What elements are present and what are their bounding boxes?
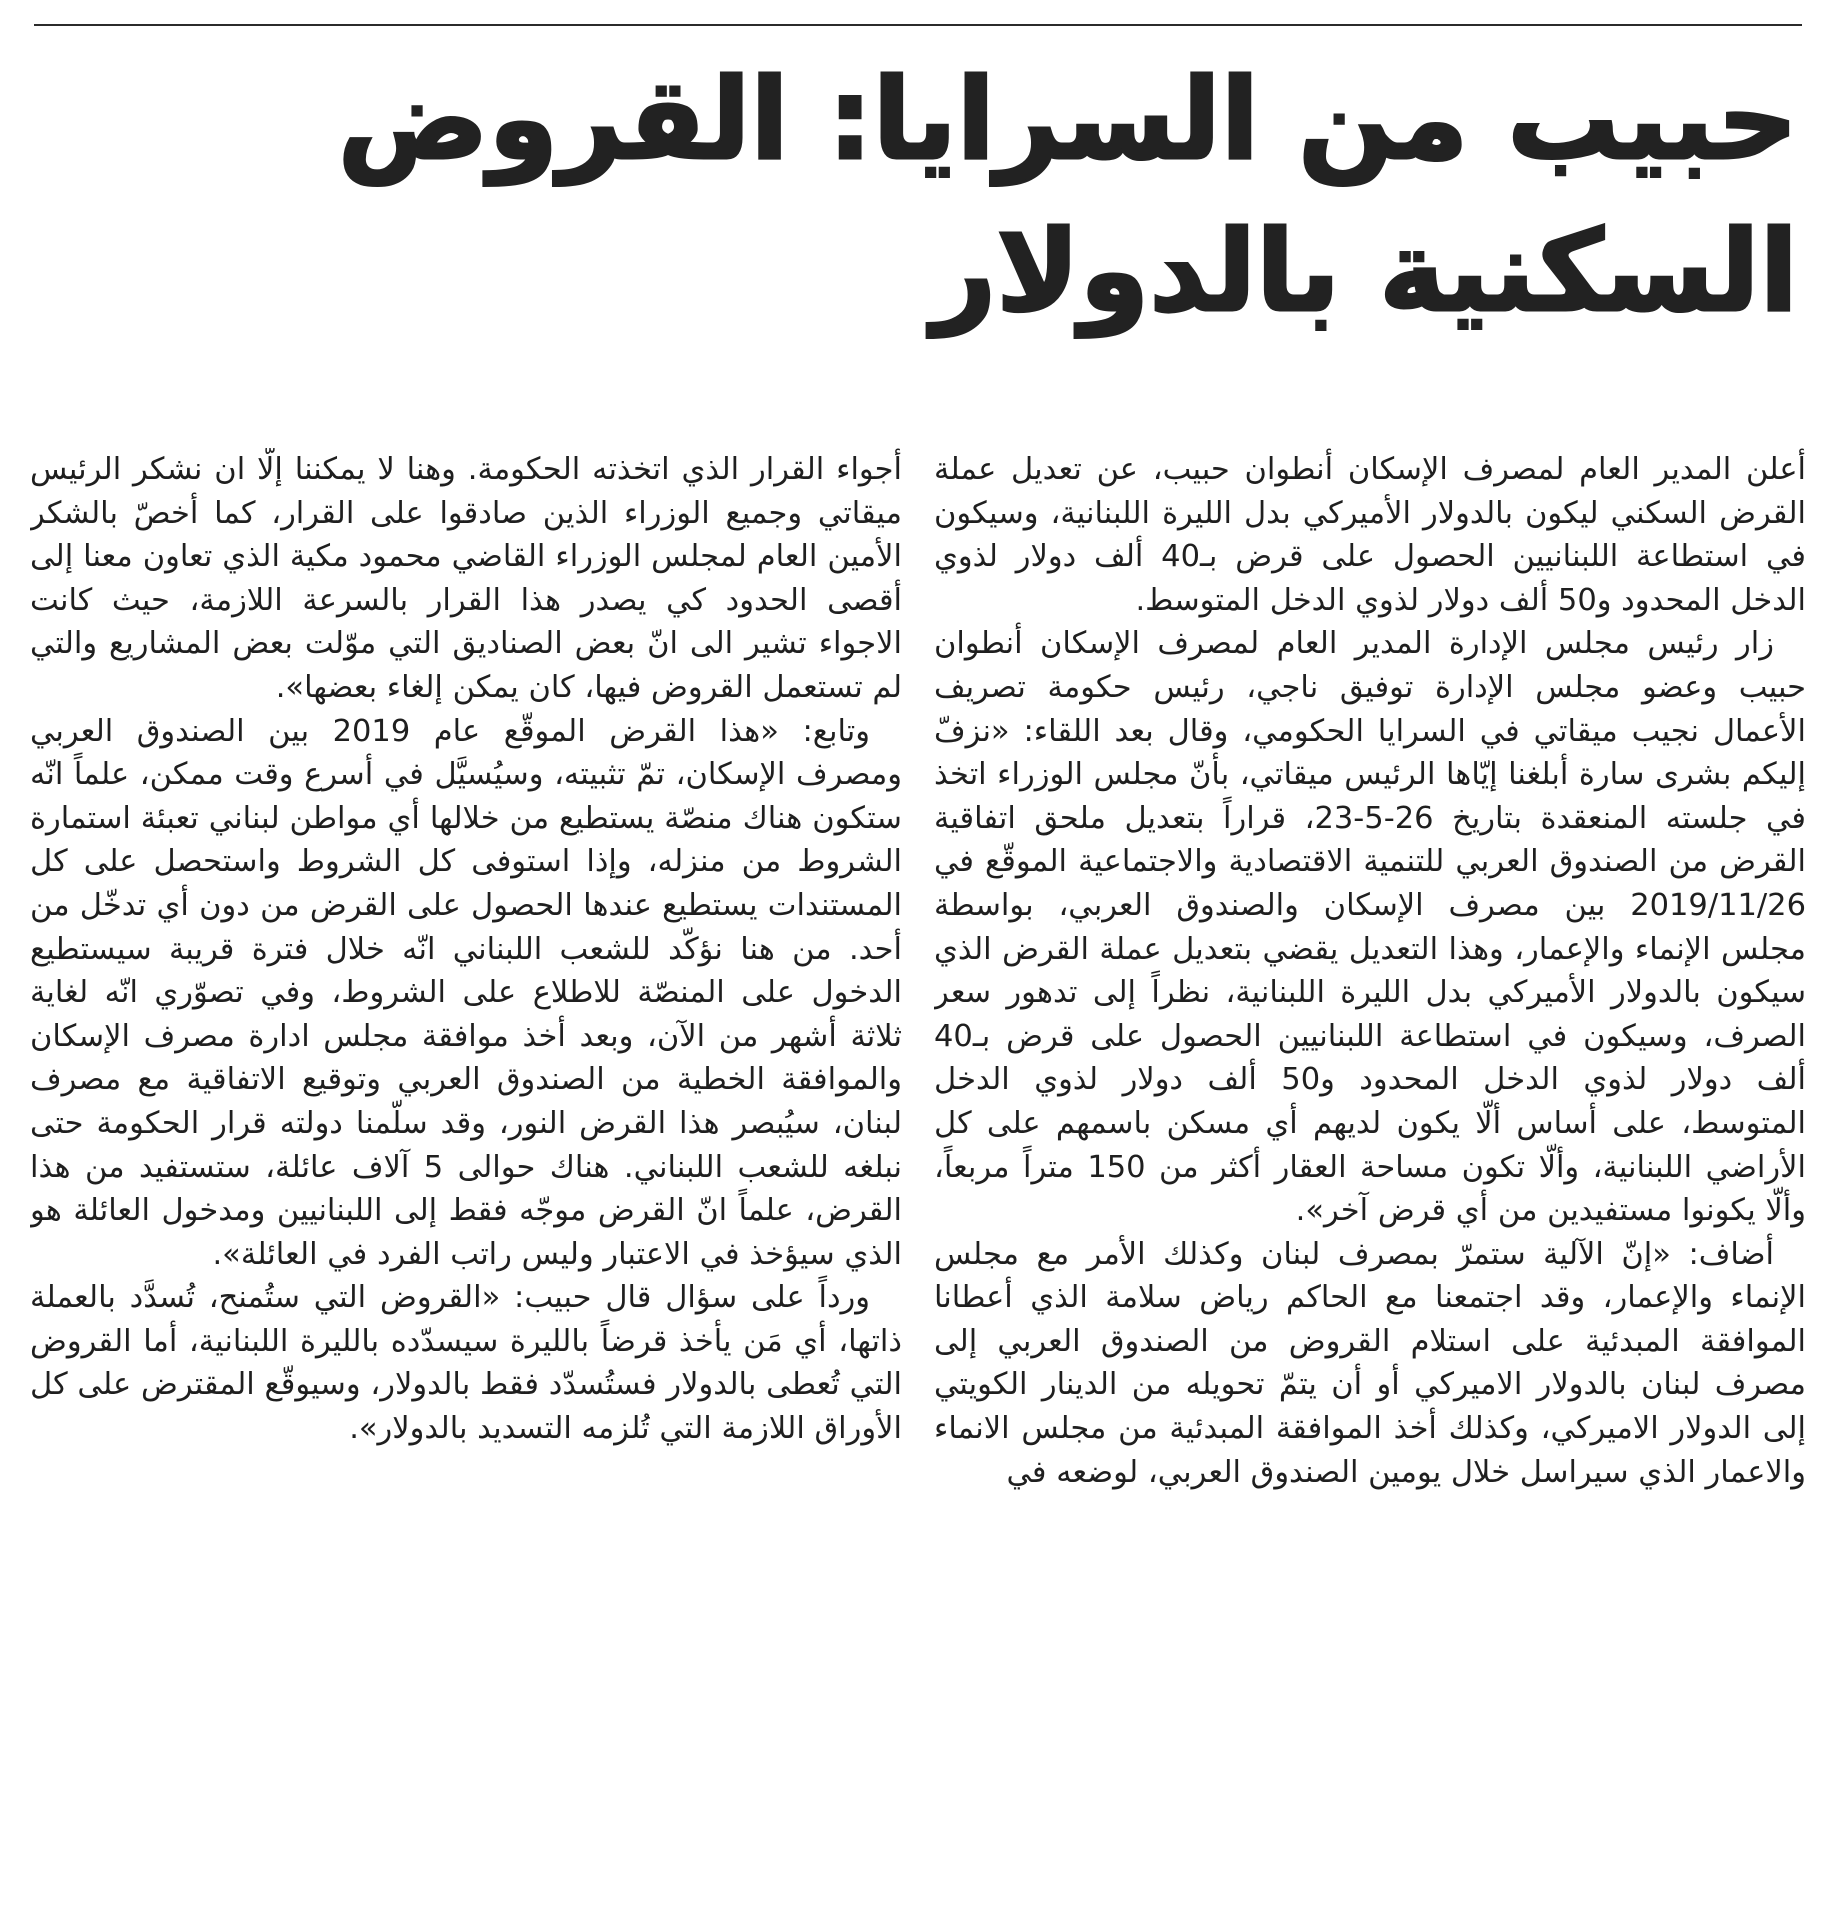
column-right: [934, 448, 1806, 1896]
paragraph: أضاف: «إنّ الآلية ستمرّ بمصرف لبنان وكذلك الأمر مع مجلس الإنماء والإعمار، وقد اجتمعنا مع الحاكم رياض سلامة الذي أعطانا الموافقة المبدئية على استلام القروض من الصندوق العربي إلى مصرف لبنان بالدولار الاميركي أو أن يتمّ تحويله من الدينار الكويتي إلى الدولار الاميركي، وكذلك أخذ الموافقة المبدئية من مجلس الانماء والاعمار الذي سيراسل خلال يومين الصندوق العربي، لوضعه في: [934, 1236, 1806, 1490]
paragraph: وتابع: «هذا القرض الموقّع عام 2019 بين الصندوق العربي ومصرف الإسكان، تمّ تثبيته، وسيُسيَّل في أسرع وقت ممكن، علماً انّه ستكون هناك منصّة يستطيع من خلالها أي مواطن لبناني تعبئة استمارة الشروط من منزله، وإذا استوفى كل الشروط واستحصل على كل المستندات يستطيع عندها الحصول على القرض من دون أي تدخّل من أحد. من هنا نؤكّد للشعب اللبناني انّه خلال فترة قريبة سيستطيع الدخول على المنصّة للاطلاع على الشروط، وفي تصوّري انّه لغاية ثلاثة أشهر من الآن، وبعد أخذ موافقة مجلس ادارة مصرف الإسكان والموافقة الخطية من الصندوق العربي وتوقيع الاتفاقية مع مصرف لبنان، سيُبصر هذا القرض النور، وقد سلّمنا دولته قرار الحكومة حتى نبلغه للشعب اللبناني. هناك حوالى 5 آلاف عائلة، ستستفيد من هذا القرض، علماً انّ القرض موجّه فقط إلى اللبنانيين ومدخول العائلة هو الذي سيؤخذ في الاعتبار وليس راتب الفرد في العائلة».: [30, 713, 902, 1272]
article-body: [30, 448, 1806, 1896]
top-rule: [34, 24, 1802, 26]
paragraph: زار رئيس مجلس الإدارة المدير العام لمصرف الإسكان أنطوان حبيب وعضو مجلس الإدارة توفيق ناجي، رئيس حكومة تصريف الأعمال نجيب ميقاتي في السرايا الحكومي، وقال بعد اللقاء: «نزفّ إليكم بشرى سارة أبلغنا إيّاها الرئيس ميقاتي، بأنّ مجلس الوزراء اتخذ في جلسته المنعقدة بتاريخ 26-5-23، قراراً بتعديل ملحق اتفاقية القرض من الصندوق العربي للتنمية الاقتصادية والاجتماعية الموقّع في 2019/11/26 بين مصرف الإسكان والصندوق العربي، بواسطة مجلس الإنماء والإعمار، وهذا التعديل يقضي بتعديل عملة القرض الذي سيكون بالدولار الأميركي بدل الليرة اللبنانية، نظراً إلى تدهور سعر الصرف، وسيكون في استطاعة اللبنانيين الحصول على قرض بـ40 ألف دولار لذوي الدخل المحدود و50 ألف دولار لذوي الدخل المتوسط، على أساس ألّا يكون لديهم أي مسكن باسمهم على كل الأراضي اللبنانية، وألّا تكون مساحة العقار أكثر من 150 متراً مربعاً، وألّا يكونوا مستفيدين من أي قرض آخر».: [934, 626, 1806, 1229]
paragraph: أجواء القرار الذي اتخذته الحكومة. وهنا لا يمكننا إلّا ان نشكر الرئيس ميقاتي وجميع الوزراء الذين صادقوا على القرار، كما أخصّ بالشكر الأمين العام لمجلس الوزراء القاضي محمود مكية الذي تعاون معنا إلى أقصى الحدود كي يصدر هذا القرار بالسرعة اللازمة، حيث كانت الاجواء تشير الى انّ بعض الصناديق التي موّلت بعض المشاريع والتي لم تستعمل القروض فيها، كان يمكن إلغاء بعضها».: [30, 452, 902, 705]
paragraph: أعلن المدير العام لمصرف الإسكان أنطوان حبيب، عن تعديل عملة القرض السكني ليكون بالدولار الأميركي بدل الليرة اللبنانية، وسيكون في استطاعة اللبنانيين الحصول على قرض بـ40 ألف دولار لذوي الدخل المحدود و50 ألف دولار لذوي الدخل المتوسط.: [934, 452, 1806, 618]
paragraph: ورداً على سؤال قال حبيب: «القروض التي ستُمنح، تُسدَّد بالعملة ذاتها، أي مَن يأخذ قرضاً بالليرة سيسدّده بالليرة اللبنانية، أما القروض التي تُعطى بالدولار فستُسدّد فقط بالدولار، وسيوقّع المقترض على كل الأوراق اللازمة التي تُلزمه التسديد بالدولار».: [30, 1280, 902, 1447]
article-headline: حبيب من السرايا: القروض السكنية بالدولار: [337, 55, 1798, 337]
column-left: [30, 448, 902, 1896]
